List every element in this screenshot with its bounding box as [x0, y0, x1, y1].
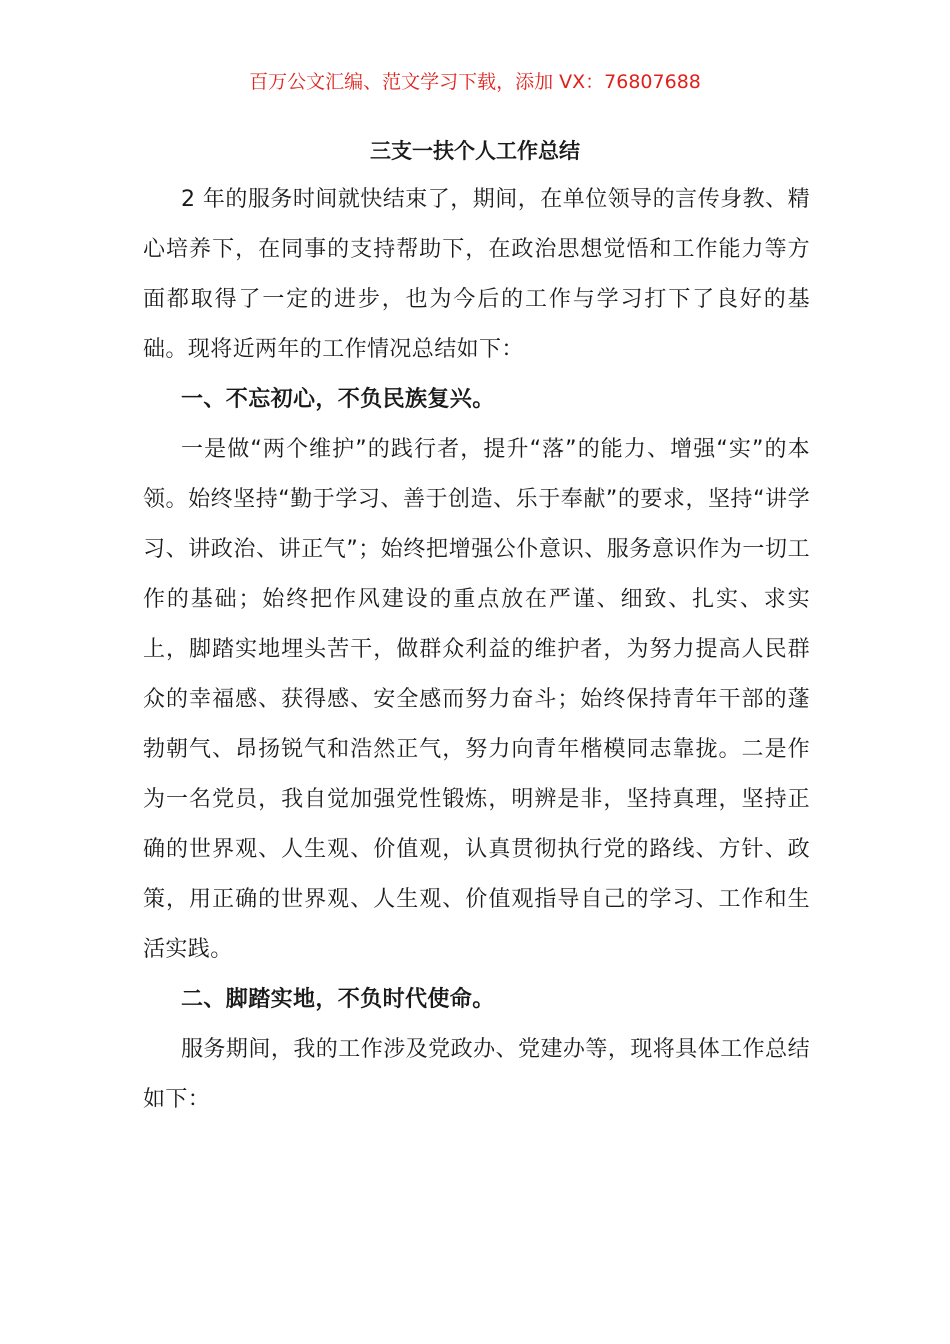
header-note: 百万公文汇编、范文学习下载，添加 VX：76807688 — [249, 71, 701, 93]
document-title: 三支一扶个人工作总结 — [370, 139, 580, 163]
paragraph-section-2: 服务期间，我的工作涉及党政办、党建办等，现将具体工作总结如下： — [143, 1037, 810, 1112]
document-body — [143, 175, 810, 1125]
section-heading-1: 一、不忘初心，不负民族复兴。 — [181, 387, 495, 412]
paragraph-section-1: 一是做“两个维护”的践行者，提升“落”的能力、增强“实”的本领。始终坚持“勤于学习、善于创造、乐于奉献”的要求，坚持“讲学习、讲政治、讲正气”；始终把增强公仆意识、服务意识作为一切工作的基础；始终把作风建设的重点放在严谨、细致、扎实、求实上，脚踏实地埋头苦干，做群众利益的维护者，为努力提高人民群众的幸福感、获得感、安全感而努力奋斗；始终保持青年干部的蓬勃朝气、昂扬锐气和浩然正气，努力向青年楷模同志靠拢。二是作为一名党员，我自觉加强党性锻炼，明辨是非，坚持真理，坚持正确的世界观、人生观、价值观，认真贯彻执行党的路线、方针、政策，用正确的世界观、人生观、价值观指导自己的学习、工作和生活实践。 — [143, 437, 810, 962]
paragraph-intro: 2 年的服务时间就快结束了，期间，在单位领导的言传身教、精心培养下，在同事的支持帮助下，在政治思想觉悟和工作能力等方面都取得了一定的进步，也为今后的工作与学习打下了良好的基础。现将近两年的工作情况总结如下： — [143, 187, 810, 362]
section-heading-2: 二、脚踏实地，不负时代使命。 — [181, 987, 495, 1012]
